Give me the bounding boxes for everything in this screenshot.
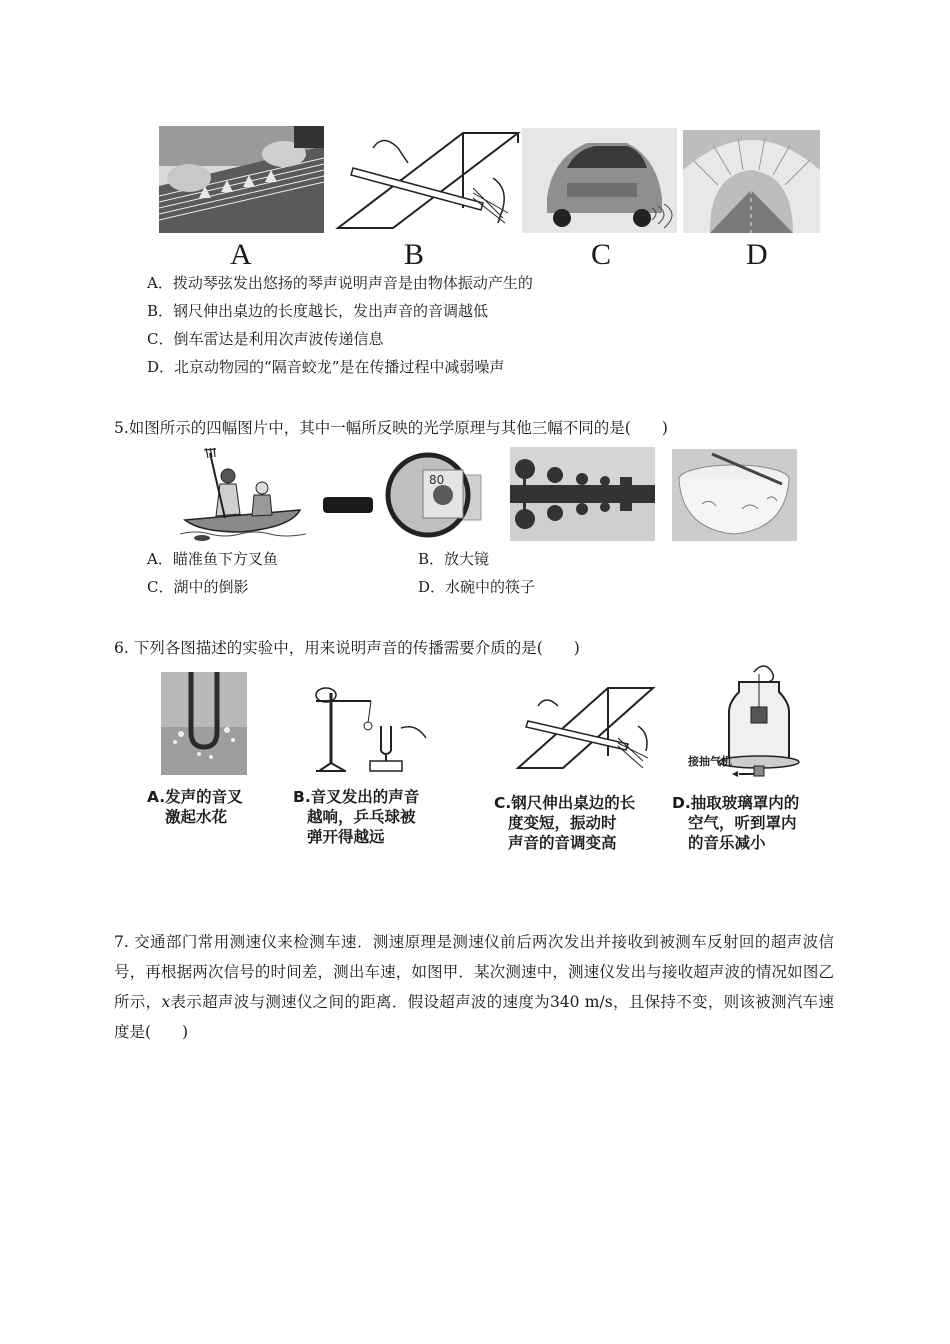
q4-option-a: A．拨动琴弦发出悠扬的琴声说明声音是由物体振动产生的 — [147, 274, 533, 292]
q5-option-a: A．瞄准鱼下方叉鱼 — [147, 550, 278, 568]
caption-line: 声音的音调变高 — [508, 834, 617, 852]
caption-line: 空气，听到罩内 — [688, 814, 797, 832]
q6-question: 6. 下列各图描述的实验中，用来说明声音的传播需要介质的是( ) — [114, 639, 580, 657]
stamp-number: 80 — [429, 473, 445, 487]
caption-line: C.钢尺伸出桌边的长 — [494, 794, 636, 812]
caption-line: 激起水花 — [165, 808, 228, 826]
guzheng-photo — [159, 126, 324, 233]
caption-line: 的音乐减小 — [688, 834, 766, 852]
q6-caption-b — [293, 787, 419, 847]
ruler-on-desk-drawing — [333, 128, 521, 233]
bowl-chopstick-photo — [672, 449, 797, 541]
figure-label-a: A — [230, 238, 252, 271]
q7-text-part1: 7. 交通部门常用测速仪来检测车速．测速原理是测速仪前后两次发出并接收到被测车反射回的超声波信号，再根据两次信号的时间差，测出车速，如图甲．某次测速中，测速仪发出与接收超声波的情况如图乙所示， — [114, 933, 834, 1011]
caption-line: 度变短，振动时 — [508, 814, 617, 832]
q7-text-part2: 表示超声波与测速仪之间的距离．假设超声波的速度为340 m/s，且保持不变，则该被测汽车速度是( ) — [114, 993, 834, 1041]
q4-option-c: C．倒车雷达是利用次声波传递信息 — [147, 330, 384, 348]
q4-option-d: D．北京动物园的“隔音蛟龙”是在传播过程中减弱噪声 — [147, 358, 505, 376]
magnifier-stamp-photo — [323, 450, 488, 540]
figure-label-c: C — [591, 238, 612, 271]
tuning-fork-water-photo — [161, 672, 247, 775]
lake-reflection-photo — [510, 447, 655, 541]
tuning-fork-pingpong-drawing — [296, 673, 430, 776]
q6-caption-a — [147, 787, 243, 827]
q7-question — [114, 927, 834, 1047]
pump-label: 接抽气机 — [688, 755, 732, 768]
caption-line: B.音叉发出的声音 — [293, 788, 420, 806]
caption-line: 弹开得越远 — [307, 828, 385, 846]
figure-label-b: B — [404, 238, 425, 271]
q5-question: 5.如图所示的四幅图片中，其中一幅所反映的光学原理与其他三幅不同的是( ) — [114, 419, 668, 437]
q7-x-symbol: x — [161, 993, 171, 1011]
fishing-boat-drawing — [180, 448, 306, 542]
q6-caption-d — [672, 793, 799, 853]
q5-option-d: D．水碗中的筷子 — [418, 578, 536, 596]
caption-line: D.抽取玻璃罩内的 — [672, 794, 800, 812]
q4-option-b: B．钢尺伸出桌边的长度越长，发出声音的音调越低 — [147, 302, 489, 320]
q6-caption-c — [494, 793, 635, 853]
ruler-desk-drawing-q6 — [513, 686, 659, 773]
reversing-car-photo — [522, 128, 677, 233]
caption-line: A.发声的音叉 — [147, 788, 243, 806]
soundproof-tunnel-photo — [683, 130, 820, 233]
q5-option-b: B．放大镜 — [418, 550, 490, 568]
figure-label-d: D — [746, 238, 768, 271]
caption-line: 越响，乒乓球被 — [307, 808, 416, 826]
q5-option-c: C．湖中的倒影 — [147, 578, 249, 596]
